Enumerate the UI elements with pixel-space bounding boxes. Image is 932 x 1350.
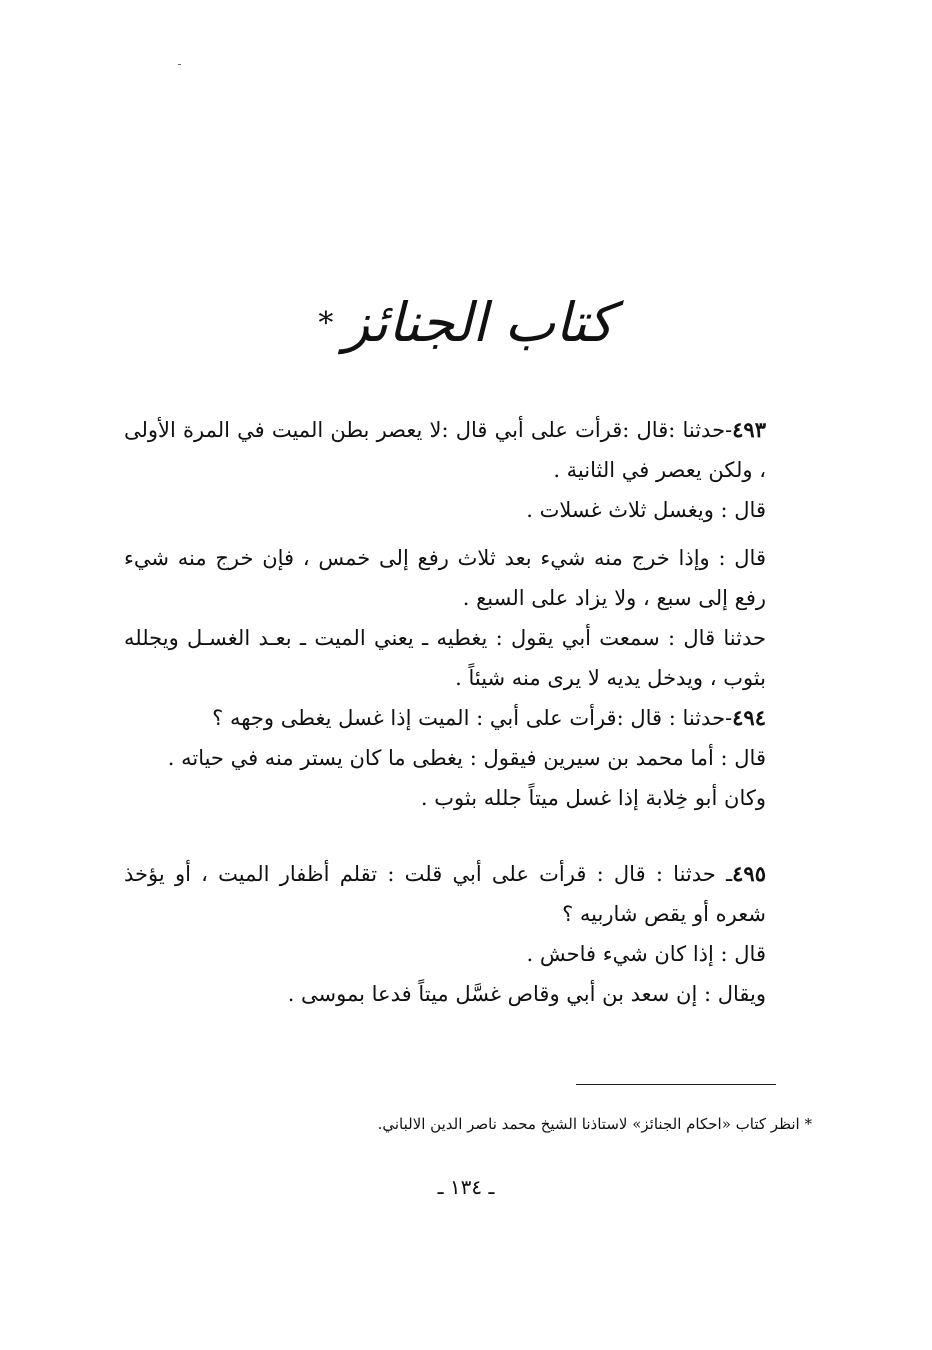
paragraph [124,738,810,778]
paragraph-495 [124,854,810,934]
paragraph [124,974,810,1014]
footnote-marker-asterisk: * [318,306,334,341]
paragraph-text: قال : أما محمد بن سيرين فيقول : يغطى ما كان يستر منه في حياته . [167,746,766,770]
footnote-marker: * [804,1115,812,1133]
hadith-number: ٤٩٤ [732,705,766,730]
paragraph-493 [124,410,810,490]
paragraph [124,618,810,698]
paragraph [124,490,810,530]
footnote-text: انظر كتاب «احكام الجنائز» لاستاذنا الشيخ محمد ناصر الدين الالباني. [377,1115,800,1133]
hadith-number: ٤٩٣ [732,417,766,442]
chapter-body [124,410,810,1014]
paragraph [124,778,810,818]
hadith-number: ٤٩٥ [732,861,766,886]
chapter-heading [0,278,932,368]
paragraph [124,934,810,974]
paragraph-text: -حدثنا : قال :قرأت على أبي : الميت إذا غسل يغطى وجهه ؟ [212,706,733,730]
paragraph-text: قال : وإذا خرج منه شيء بعد ثلاث رفع إلى خمس ، فإن خرج منه شيء رفع إلى سبع ، ولا يزاد على السبع . [124,546,766,610]
paragraph-text: وكان أبو خِلابة إذا غسل ميتاً جلله بثوب . [420,786,766,810]
footnote-separator [576,1084,776,1085]
paragraph-text: حدثنا قال : سمعت أبي يقول : يغطيه ـ يعني الميت ـ بعـد الغسـل ويجلله بثوب ، ويدخل يديه لا يرى منه شيئاً . [124,626,766,690]
page-number: ـ ١٣٤ ـ [437,1175,495,1199]
paragraph-text: ـ حدثنا : قال : قرأت على أبي قلت : تقلم أظفار الميت ، أو يؤخذ شعره أو يقص شاربيه ؟ [124,862,766,926]
paragraph-text: -حدثنا :قال :قرأت على أبي قال :لا يعصر بطن الميت في المرة الأولى ، ولكن يعصر في الثانية . [124,418,766,482]
chapter-title-text: كتاب الجنائز [343,291,614,354]
paragraph-text: قال : إذا كان شيء فاحش . [526,942,766,966]
paragraph-494 [124,698,810,738]
scan-speck [178,64,181,65]
footnote [200,1112,812,1136]
paragraph-text: قال : ويغسل ثلاث غسلات . [526,498,766,522]
paragraph-text: ويقال : إن سعد بن أبي وقاص غسَّل ميتاً فدعا بموسى . [287,982,766,1006]
paragraph [124,538,810,618]
chapter-title [318,278,613,369]
